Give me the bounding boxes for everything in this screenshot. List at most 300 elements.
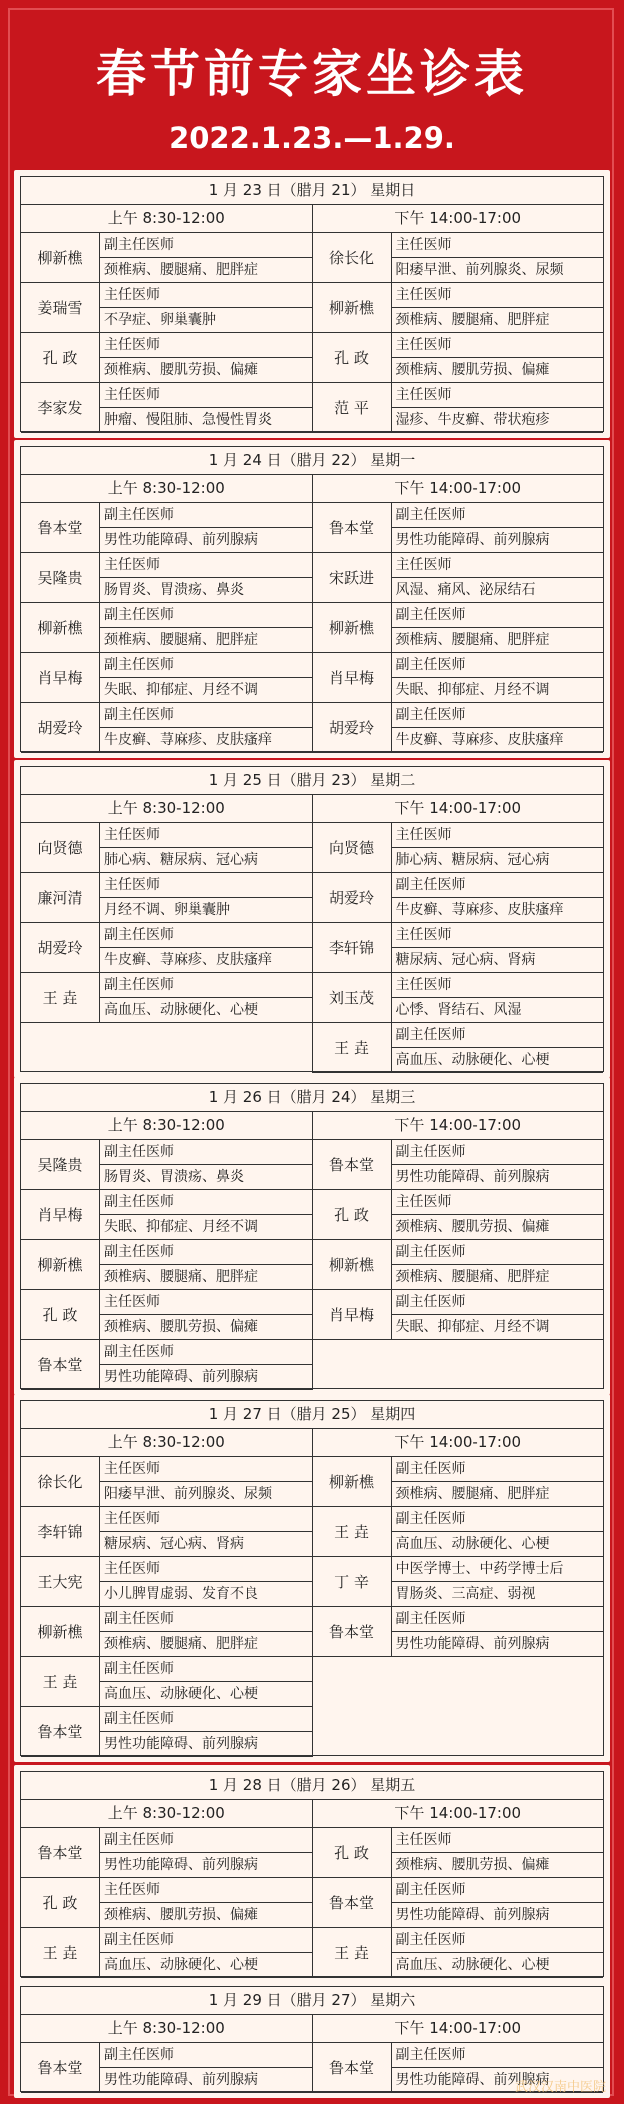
doctor-specialty: 牛皮癣、荨麻疹、皮肤瘙痒 <box>395 902 564 918</box>
afternoon-hours: 下午 14:00-17:00 <box>313 1112 604 1140</box>
doctor-title: 主任医师 <box>392 823 604 848</box>
doctor-title: 副主任医师 <box>392 873 604 898</box>
doctor-name: 鲁本堂 <box>21 1707 100 1756</box>
doctor-specialty: 颈椎病、腰肌劳损、偏瘫 <box>395 1857 550 1873</box>
doctor-specialty: 失眠、抑郁症、月经不调 <box>395 682 550 698</box>
doctor-row <box>313 923 604 973</box>
doctor-row <box>21 1707 312 1757</box>
doctor-name: 柳新樵 <box>21 233 100 282</box>
doctor-title: 主任医师 <box>392 923 604 948</box>
doctor-specialty: 失眠、抑郁症、月经不调 <box>104 682 258 698</box>
doctor-specialty: 颈椎病、腰肌劳损、偏瘫 <box>104 1319 258 1335</box>
doctor-info <box>100 1828 312 1877</box>
doctor-row <box>21 1928 312 1978</box>
doctor-specialty: 男性功能障碍、前列腺病 <box>104 1736 258 1752</box>
doctor-title: 副主任医师 <box>100 1240 312 1265</box>
doctor-name: 王 垚 <box>21 973 100 1022</box>
doctor-specialty: 牛皮癣、荨麻疹、皮肤瘙痒 <box>104 732 272 748</box>
doctor-title: 副主任医师 <box>100 1140 312 1165</box>
doctor-title: 副主任医师 <box>392 1240 604 1265</box>
day-card <box>14 1765 610 1983</box>
doctor-info <box>392 823 604 872</box>
doctor-name: 王大宪 <box>21 1557 100 1606</box>
afternoon-hours: 下午 14:00-17:00 <box>313 475 604 503</box>
doctor-name: 廉河清 <box>21 873 100 922</box>
empty-row <box>313 1657 604 1706</box>
doctor-name: 柳新樵 <box>313 1457 392 1506</box>
doctor-title: 主任医师 <box>392 383 604 408</box>
doctor-name: 肖早梅 <box>21 653 100 702</box>
doctor-name: 刘玉茂 <box>313 973 392 1022</box>
doctor-info <box>100 923 312 972</box>
session-columns <box>21 795 603 1073</box>
morning-hours: 上午 8:30-12:00 <box>21 1800 312 1828</box>
morning-hours: 上午 8:30-12:00 <box>21 475 312 503</box>
doctor-title: 副主任医师 <box>100 1657 312 1682</box>
doctor-row <box>21 283 312 333</box>
doctor-specialty: 风湿、痛风、泌尿结石 <box>395 582 536 598</box>
doctor-specialty: 男性功能障碍、前列腺病 <box>104 2072 258 2088</box>
doctor-name: 徐长化 <box>21 1457 100 1506</box>
doctor-specialty: 颈椎病、腰肌劳损、偏瘫 <box>104 1907 258 1923</box>
doctor-title: 主任医师 <box>100 553 312 578</box>
doctor-row <box>21 383 312 433</box>
doctor-name: 鲁本堂 <box>21 503 100 552</box>
afternoon-hours: 下午 14:00-17:00 <box>313 1800 604 1828</box>
morning-column <box>21 2015 312 2093</box>
doctor-title: 主任医师 <box>392 1190 604 1215</box>
day-header: 1 月 23 日（腊月 21） 星期日 <box>21 177 603 205</box>
doctor-info <box>392 503 604 552</box>
doctor-specialty: 颈椎病、腰腿痛、肥胖症 <box>104 262 258 278</box>
doctor-name: 柳新樵 <box>313 1240 392 1289</box>
doctor-title: 副主任医师 <box>100 923 312 948</box>
doctor-name: 肖早梅 <box>21 1190 100 1239</box>
doctor-row <box>313 383 604 433</box>
doctor-row <box>21 1190 312 1240</box>
doctor-name: 孔 政 <box>21 333 100 382</box>
session-columns <box>21 205 603 433</box>
doctor-info <box>100 553 312 602</box>
doctor-specialty: 肠胃炎、胃溃疡、鼻炎 <box>104 582 244 598</box>
doctor-title: 副主任医师 <box>100 603 312 628</box>
doctor-name: 王 垚 <box>21 1657 100 1706</box>
doctor-name: 王 垚 <box>313 1023 392 1072</box>
morning-hours: 上午 8:30-12:00 <box>21 795 312 823</box>
doctor-title: 主任医师 <box>100 283 312 308</box>
doctor-specialty: 男性功能障碍、前列腺病 <box>104 532 258 548</box>
doctor-row <box>21 553 312 603</box>
doctor-specialty: 颈椎病、腰腿痛、肥胖症 <box>104 632 258 648</box>
doctor-row <box>21 1657 312 1707</box>
doctor-row <box>313 553 604 603</box>
doctor-name: 吴隆贵 <box>21 1140 100 1189</box>
doctor-name: 胡爱玲 <box>313 873 392 922</box>
doctor-info <box>392 1290 604 1339</box>
doctor-info <box>100 1657 312 1706</box>
doctor-title: 副主任医师 <box>100 973 312 998</box>
day-card <box>14 760 610 1078</box>
doctor-name: 孔 政 <box>313 1190 392 1239</box>
doctor-specialty: 肺心病、糖尿病、冠心病 <box>104 852 258 868</box>
doctor-row <box>313 1240 604 1290</box>
doctor-title: 主任医师 <box>100 823 312 848</box>
doctor-info <box>100 1340 312 1389</box>
empty-row <box>313 1706 604 1755</box>
doctor-specialty: 肿瘤、慢阻肺、急慢性胃炎 <box>104 412 272 428</box>
day-table <box>20 1083 604 1389</box>
doctor-name: 柳新樵 <box>21 1607 100 1656</box>
doctor-info <box>100 653 312 702</box>
day-table <box>20 176 604 432</box>
day-card <box>14 440 610 758</box>
doctor-title: 副主任医师 <box>392 2043 604 2068</box>
doctor-info <box>392 1557 604 1606</box>
doctor-info <box>392 973 604 1022</box>
doctor-info <box>100 823 312 872</box>
doctor-info <box>392 383 604 432</box>
doctor-title: 主任医师 <box>100 333 312 358</box>
doctor-name: 鲁本堂 <box>21 1340 100 1389</box>
morning-column <box>21 475 312 753</box>
day-card <box>14 1077 610 1395</box>
doctor-specialty: 高血压、动脉硬化、心梗 <box>395 1052 550 1068</box>
doctor-title: 副主任医师 <box>100 1340 312 1365</box>
doctor-name: 李家发 <box>21 383 100 432</box>
doctor-name: 鲁本堂 <box>21 2043 100 2092</box>
doctor-specialty: 高血压、动脉硬化、心梗 <box>104 1686 258 1702</box>
doctor-title: 副主任医师 <box>392 603 604 628</box>
doctor-name: 范 平 <box>313 383 392 432</box>
doctor-name: 鲁本堂 <box>313 1878 392 1927</box>
doctor-row <box>21 503 312 553</box>
doctor-row <box>21 1607 312 1657</box>
afternoon-column <box>312 1800 604 1978</box>
doctor-info <box>100 703 312 752</box>
doctor-name: 孔 政 <box>313 1828 392 1877</box>
day-header: 1 月 26 日（腊月 24） 星期三 <box>21 1084 603 1112</box>
doctor-info <box>100 2043 312 2092</box>
morning-column <box>21 205 312 433</box>
doctor-row <box>21 823 312 873</box>
doctor-title: 副主任医师 <box>392 1607 604 1632</box>
day-header: 1 月 25 日（腊月 23） 星期二 <box>21 767 603 795</box>
doctor-info <box>392 873 604 922</box>
doctor-title: 副主任医师 <box>392 1023 604 1048</box>
doctor-info <box>100 1507 312 1556</box>
doctor-name: 肖早梅 <box>313 653 392 702</box>
doctor-title: 副主任医师 <box>392 503 604 528</box>
doctor-row <box>313 603 604 653</box>
doctor-title: 主任医师 <box>392 233 604 258</box>
doctor-title: 主任医师 <box>100 1457 312 1482</box>
doctor-info <box>392 283 604 332</box>
doctor-name: 孔 政 <box>313 333 392 382</box>
doctor-title: 副主任医师 <box>100 703 312 728</box>
doctor-title: 主任医师 <box>100 1557 312 1582</box>
session-columns <box>21 1800 603 1978</box>
doctor-specialty: 高血压、动脉硬化、心梗 <box>104 1002 258 1018</box>
doctor-row <box>313 653 604 703</box>
doctor-name: 丁 辛 <box>313 1557 392 1606</box>
doctor-title: 主任医师 <box>392 973 604 998</box>
doctor-info <box>100 973 312 1022</box>
morning-column <box>21 1429 312 1757</box>
day-header: 1 月 29 日（腊月 27） 星期六 <box>21 1987 603 2015</box>
doctor-row <box>21 653 312 703</box>
doctor-info <box>100 873 312 922</box>
day-card <box>14 1394 610 1762</box>
doctor-title: 主任医师 <box>100 1507 312 1532</box>
doctor-title: 副主任医师 <box>100 1928 312 1953</box>
afternoon-hours: 下午 14:00-17:00 <box>313 205 604 233</box>
doctor-specialty: 牛皮癣、荨麻疹、皮肤瘙痒 <box>104 952 272 968</box>
day-header: 1 月 27 日（腊月 25） 星期四 <box>21 1401 603 1429</box>
doctor-title: 副主任医师 <box>100 503 312 528</box>
afternoon-hours: 下午 14:00-17:00 <box>313 795 604 823</box>
doctor-specialty: 不孕症、卵巢囊肿 <box>104 312 216 328</box>
doctor-specialty: 糖尿病、冠心病、肾病 <box>395 952 536 968</box>
doctor-name: 鲁本堂 <box>21 1828 100 1877</box>
doctor-info <box>100 1878 312 1927</box>
day-table <box>20 1771 604 1977</box>
doctor-row <box>313 1190 604 1240</box>
doctor-row <box>21 2043 312 2093</box>
doctor-info <box>392 1828 604 1877</box>
doctor-name: 王 垚 <box>21 1928 100 1977</box>
doctor-row <box>21 703 312 753</box>
doctor-row <box>313 973 604 1023</box>
doctor-info <box>100 383 312 432</box>
doctor-info <box>100 603 312 652</box>
afternoon-column <box>312 205 604 433</box>
doctor-row <box>313 1557 604 1607</box>
doctor-name: 胡爱玲 <box>313 703 392 752</box>
doctor-specialty: 高血压、动脉硬化、心梗 <box>395 1536 550 1552</box>
doctor-title: 副主任医师 <box>100 1707 312 1732</box>
doctor-info <box>100 1607 312 1656</box>
doctor-title: 副主任医师 <box>392 1878 604 1903</box>
doctor-name: 胡爱玲 <box>21 923 100 972</box>
day-table <box>20 1400 604 1756</box>
doctor-row <box>313 1457 604 1507</box>
afternoon-column <box>312 475 604 753</box>
doctor-title: 副主任医师 <box>392 703 604 728</box>
doctor-info <box>392 1928 604 1977</box>
doctor-info <box>392 233 604 282</box>
doctor-title: 副主任医师 <box>392 1140 604 1165</box>
doctor-row <box>313 1140 604 1190</box>
doctor-row <box>313 1507 604 1557</box>
morning-hours: 上午 8:30-12:00 <box>21 205 312 233</box>
doctor-row <box>21 1878 312 1928</box>
doctor-info <box>392 1607 604 1656</box>
doctor-info <box>100 283 312 332</box>
doctor-info <box>100 1240 312 1289</box>
doctor-specialty: 颈椎病、腰肌劳损、偏瘫 <box>395 1219 550 1235</box>
doctor-title: 副主任医师 <box>100 1607 312 1632</box>
doctor-row <box>313 1607 604 1657</box>
doctor-specialty: 颈椎病、腰腿痛、肥胖症 <box>395 1486 550 1502</box>
afternoon-column <box>312 1112 604 1390</box>
doctor-row <box>313 703 604 753</box>
doctor-row <box>21 1507 312 1557</box>
doctor-row <box>313 1878 604 1928</box>
doctor-name: 王 垚 <box>313 1928 392 1977</box>
doctor-row <box>313 1023 604 1073</box>
doctor-info <box>100 1190 312 1239</box>
doctor-row <box>313 233 604 283</box>
doctor-name: 李轩锦 <box>21 1507 100 1556</box>
day-table <box>20 446 604 752</box>
doctor-specialty: 月经不调、卵巢囊肿 <box>104 902 230 918</box>
doctor-title: 主任医师 <box>392 283 604 308</box>
doctor-row <box>313 823 604 873</box>
doctor-info <box>100 233 312 282</box>
doctor-specialty: 男性功能障碍、前列腺病 <box>395 2072 550 2088</box>
morning-hours: 上午 8:30-12:00 <box>21 1112 312 1140</box>
doctor-name: 宋跃进 <box>313 553 392 602</box>
doctor-specialty: 男性功能障碍、前列腺病 <box>395 1907 550 1923</box>
doctor-row <box>21 603 312 653</box>
empty-row <box>313 1340 604 1389</box>
doctor-name: 徐长化 <box>313 233 392 282</box>
day-header: 1 月 28 日（腊月 26） 星期五 <box>21 1772 603 1800</box>
doctor-info <box>100 1457 312 1506</box>
doctor-row <box>313 873 604 923</box>
doctor-row <box>21 333 312 383</box>
doctor-row <box>313 1290 604 1340</box>
doctor-row <box>313 283 604 333</box>
doctor-info <box>392 1457 604 1506</box>
doctor-title: 中医学博士、中药学博士后 <box>392 1557 604 1582</box>
doctor-specialty: 胃肠炎、三高症、弱视 <box>395 1586 536 1602</box>
doctor-specialty: 男性功能障碍、前列腺病 <box>104 1369 258 1385</box>
doctor-row <box>21 1140 312 1190</box>
doctor-name: 肖早梅 <box>313 1290 392 1339</box>
doctor-title: 副主任医师 <box>392 1928 604 1953</box>
doctor-info <box>392 1240 604 1289</box>
doctor-info <box>100 503 312 552</box>
morning-hours: 上午 8:30-12:00 <box>21 2015 312 2043</box>
doctor-title: 主任医师 <box>392 333 604 358</box>
watermark: 武汉汉南中医院 <box>514 2080 606 2095</box>
doctor-info <box>392 923 604 972</box>
doctor-specialty: 糖尿病、冠心病、肾病 <box>104 1536 244 1552</box>
doctor-name: 鲁本堂 <box>313 1140 392 1189</box>
afternoon-column <box>312 795 604 1073</box>
doctor-specialty: 高血压、动脉硬化、心梗 <box>104 1957 258 1973</box>
doctor-specialty: 牛皮癣、荨麻疹、皮肤瘙痒 <box>395 732 564 748</box>
afternoon-hours: 下午 14:00-17:00 <box>313 1429 604 1457</box>
doctor-name: 李轩锦 <box>313 923 392 972</box>
doctor-specialty: 男性功能障碍、前列腺病 <box>395 1636 550 1652</box>
doctor-row <box>313 1928 604 1978</box>
doctor-title: 副主任医师 <box>392 1507 604 1532</box>
doctor-row <box>21 1340 312 1390</box>
doctor-title: 副主任医师 <box>100 1828 312 1853</box>
doctor-row <box>313 333 604 383</box>
doctor-info <box>100 333 312 382</box>
doctor-title: 副主任医师 <box>100 1190 312 1215</box>
doctor-title: 副主任医师 <box>100 233 312 258</box>
doctor-name: 鲁本堂 <box>313 2043 392 2092</box>
doctor-info <box>100 1707 312 1756</box>
doctor-title: 主任医师 <box>100 383 312 408</box>
doctor-specialty: 男性功能障碍、前列腺病 <box>395 532 550 548</box>
doctor-row <box>21 1290 312 1340</box>
doctor-row <box>21 233 312 283</box>
doctor-name: 柳新樵 <box>313 283 392 332</box>
doctor-specialty: 高血压、动脉硬化、心梗 <box>395 1957 550 1973</box>
doctor-name: 柳新樵 <box>313 603 392 652</box>
doctor-specialty: 小儿脾胃虚弱、发育不良 <box>104 1586 258 1602</box>
day-header: 1 月 24 日（腊月 22） 星期一 <box>21 447 603 475</box>
doctor-name: 姜瑞雪 <box>21 283 100 332</box>
session-columns <box>21 1112 603 1390</box>
doctor-title: 主任医师 <box>100 1878 312 1903</box>
doctor-row <box>313 1828 604 1878</box>
doctor-specialty: 阳痿早泄、前列腺炎、尿频 <box>104 1486 272 1502</box>
doctor-name: 吴隆贵 <box>21 553 100 602</box>
doctor-title: 副主任医师 <box>392 1290 604 1315</box>
doctor-name: 柳新樵 <box>21 1240 100 1289</box>
doctor-name: 胡爱玲 <box>21 703 100 752</box>
morning-column <box>21 1112 312 1390</box>
doctor-row <box>313 503 604 553</box>
doctor-name: 鲁本堂 <box>313 1607 392 1656</box>
doctor-info <box>392 1507 604 1556</box>
doctor-name: 王 垚 <box>313 1507 392 1556</box>
doctor-specialty: 颈椎病、腰腿痛、肥胖症 <box>104 1269 258 1285</box>
doctor-info <box>392 703 604 752</box>
doctor-title: 主任医师 <box>392 1828 604 1853</box>
doctor-specialty: 颈椎病、腰腿痛、肥胖症 <box>395 312 550 328</box>
doctor-specialty: 颈椎病、腰肌劳损、偏瘫 <box>104 362 258 378</box>
morning-column <box>21 795 312 1073</box>
doctor-info <box>392 333 604 382</box>
doctor-row <box>21 1240 312 1290</box>
doctor-info <box>392 1023 604 1072</box>
doctor-specialty: 湿疹、牛皮癣、带状疱疹 <box>395 412 550 428</box>
doctor-row <box>21 1828 312 1878</box>
page-title: 春节前专家坐诊表 <box>96 45 528 103</box>
day-card <box>14 170 610 438</box>
doctor-info <box>392 553 604 602</box>
day-table <box>20 766 604 1072</box>
doctor-info <box>100 1557 312 1606</box>
doctor-row <box>21 973 312 1023</box>
doctor-specialty: 肠胃炎、胃溃疡、鼻炎 <box>104 1169 244 1185</box>
doctor-name: 鲁本堂 <box>313 503 392 552</box>
doctor-specialty: 失眠、抑郁症、月经不调 <box>104 1219 258 1235</box>
doctor-info <box>392 603 604 652</box>
doctor-title: 主任医师 <box>392 553 604 578</box>
doctor-name: 柳新樵 <box>21 603 100 652</box>
doctor-info <box>100 1928 312 1977</box>
morning-column <box>21 1800 312 1978</box>
doctor-title: 主任医师 <box>100 1290 312 1315</box>
doctor-info <box>392 1878 604 1927</box>
date-range: 2022.1.23.—1.29. <box>169 121 455 155</box>
doctor-name: 孔 政 <box>21 1290 100 1339</box>
doctor-row <box>21 1457 312 1507</box>
doctor-title: 副主任医师 <box>392 653 604 678</box>
doctor-title: 副主任医师 <box>100 653 312 678</box>
doctor-row <box>21 923 312 973</box>
doctor-specialty: 失眠、抑郁症、月经不调 <box>395 1319 550 1335</box>
afternoon-hours: 下午 14:00-17:00 <box>313 2015 604 2043</box>
